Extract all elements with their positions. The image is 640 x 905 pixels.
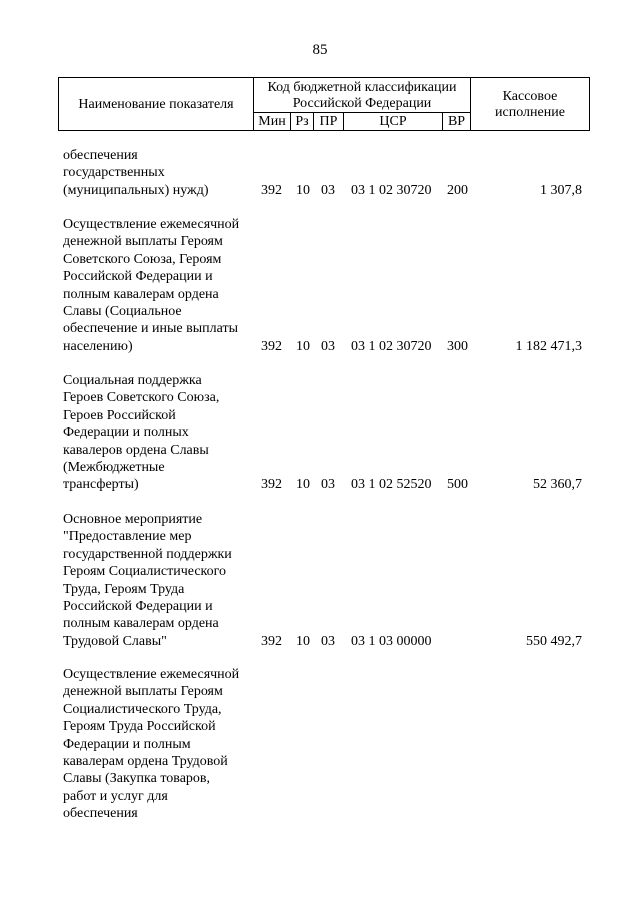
row-description — [63, 372, 258, 494]
description-line: Российской Федерации и — [63, 599, 213, 615]
cell-csr: 03 1 02 30720 — [351, 182, 432, 198]
cell-min: 392 — [261, 182, 282, 198]
cell-min: 392 — [261, 477, 282, 493]
cell-csr: 03 1 02 30720 — [351, 338, 432, 354]
header-top-border — [58, 77, 590, 78]
description-line: Героям Социалистического — [63, 564, 227, 580]
description-line: Героев Советского Союза, — [63, 390, 220, 406]
cell-rz: 10 — [296, 633, 310, 649]
description-line: денежной выплаты Героям — [63, 234, 223, 250]
header-amount-line1: Кассовое — [502, 89, 558, 104]
cell-pr: 03 — [321, 477, 335, 493]
header-amount-line2: исполнение — [495, 105, 565, 120]
header-pr: ПР — [319, 114, 338, 129]
description-line: государственных — [63, 165, 165, 181]
description-line: Российской Федерации и — [63, 269, 213, 285]
description-line: (муниципальных) нужд) — [63, 182, 209, 198]
description-line: Осуществление ежемесячной — [63, 217, 240, 232]
description-line: Советского Союза, Героям — [63, 251, 222, 267]
cell-vr: 200 — [447, 182, 468, 198]
header-bottom-border — [58, 130, 590, 131]
cell-amount: 1 307,8 — [540, 182, 582, 198]
description-line: Героям Труда Российской — [63, 719, 216, 735]
header-csr: ЦСР — [379, 114, 407, 129]
cell-rz: 10 — [296, 182, 310, 198]
description-line: обеспечение и иные выплаты — [63, 321, 238, 337]
description-line: обеспечения — [63, 148, 138, 163]
page-number: 85 — [312, 42, 328, 58]
description-line: Героев Российской — [63, 407, 176, 423]
description-line: трансферты) — [63, 477, 139, 493]
description-line: Федерации и полных — [63, 425, 189, 441]
description-line: полным кавалерам ордена — [63, 616, 219, 632]
cell-amount: 1 182 471,3 — [515, 338, 582, 354]
cell-amount: 550 492,7 — [526, 633, 582, 649]
header-code-group-line1: Код бюджетной классификации — [267, 80, 457, 95]
description-line: Социальная поддержка — [63, 373, 202, 388]
table-header — [0, 0, 640, 140]
cell-csr: 03 1 02 52520 — [351, 477, 432, 493]
description-line: кавалеров ордена Славы — [63, 442, 209, 458]
row-description — [63, 147, 258, 199]
cell-csr: 03 1 03 00000 — [351, 633, 432, 649]
cell-vr: 500 — [447, 477, 468, 493]
description-line: Основное мероприятие — [63, 512, 203, 527]
header-name-column: Наименование показателя — [78, 97, 234, 112]
cell-pr: 03 — [321, 338, 335, 354]
description-line: денежной выплаты Героям — [63, 684, 223, 700]
header-min: Мин — [258, 114, 286, 129]
header-code-group-line2: Российской Федерации — [292, 96, 432, 111]
description-line: населению) — [63, 338, 133, 354]
header-vr: ВР — [447, 114, 466, 129]
description-line: кавалерам ордена Трудовой — [63, 754, 228, 770]
description-line: "Предоставление мер — [63, 529, 192, 545]
header-right-border — [589, 77, 590, 131]
description-line: Трудовой Славы" — [63, 633, 167, 649]
cell-pr: 03 — [321, 633, 335, 649]
description-line: полным кавалерам ордена — [63, 286, 219, 302]
cell-vr: 300 — [447, 338, 468, 354]
cell-min: 392 — [261, 633, 282, 649]
description-line: (Межбюджетные — [63, 460, 165, 476]
row-description — [63, 216, 258, 355]
row-description — [63, 666, 258, 823]
cell-pr: 03 — [321, 182, 335, 198]
row-description — [63, 511, 258, 650]
cell-rz: 10 — [296, 338, 310, 354]
cell-min: 392 — [261, 338, 282, 354]
description-line: Славы (Закупка товаров, — [63, 771, 211, 787]
description-line: Федерации и полным — [63, 736, 191, 752]
header-rz: Рз — [295, 114, 309, 129]
description-line: Славы (Социальное — [63, 304, 182, 320]
cell-amount: 52 360,7 — [533, 477, 582, 493]
cell-rz: 10 — [296, 477, 310, 493]
description-line: Труда, Героям Труда — [63, 581, 185, 597]
description-line: Социалистического Труда, — [63, 701, 222, 717]
description-line: обеспечения — [63, 806, 138, 822]
description-line: Осуществление ежемесячной — [63, 667, 240, 682]
description-line: работ и услуг для — [63, 788, 168, 804]
description-line: государственной поддержки — [63, 546, 232, 562]
